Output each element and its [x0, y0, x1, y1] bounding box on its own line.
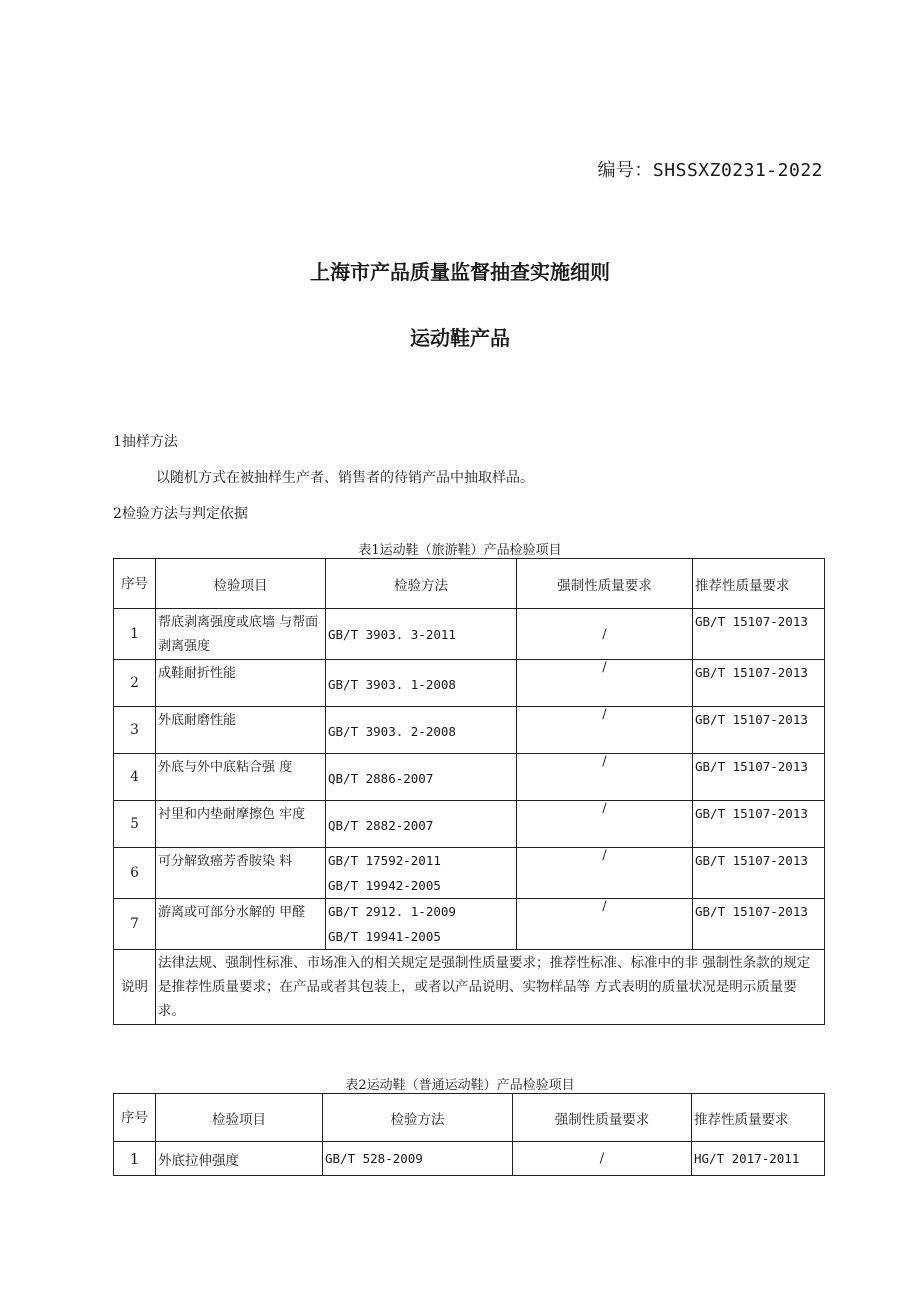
row-mandatory: / [517, 754, 693, 801]
section-1-heading: 1抽样方法 [113, 434, 178, 450]
note-label: 说明 [114, 950, 156, 1025]
row-seq: 6 [114, 848, 156, 899]
row-item: 衬里和内垫耐摩擦色 牢度 [156, 801, 326, 848]
row-method: GB/T 3903. 2-2008 [326, 707, 517, 754]
row-mandatory: / [517, 899, 693, 950]
table-row [114, 801, 825, 848]
row-recommended: GB/T 15107-2013 [693, 707, 825, 754]
row-mandatory: / [517, 609, 693, 660]
row-mandatory: / [517, 848, 693, 899]
document-number: 编号：SHSSXZ0231-2022 [597, 160, 823, 181]
header-seq: 序号 [114, 559, 156, 609]
row-recommended: GB/T 15107-2013 [693, 660, 825, 707]
table-row [114, 609, 825, 660]
row-method [326, 899, 517, 950]
table-1 [113, 558, 825, 1025]
row-seq: 7 [114, 899, 156, 950]
row-method [326, 848, 517, 899]
row-method: GB/T 528-2009 [323, 1142, 513, 1176]
row-recommended: GB/T 15107-2013 [693, 754, 825, 801]
section-2-heading: 2检验方法与判定依据 [113, 506, 248, 522]
note-text: 法律法规、强制性标准、市场准入的相关规定是强制性质量要求；推荐性标准、标准中的非 强制性条款的规定是推荐性质量要求；在产品或者其包装上，或者以产品说明、实物样品等 方式表明的质量状况是明示质量要求。 [156, 950, 825, 1025]
row-seq: 2 [114, 660, 156, 707]
table-row [114, 1142, 825, 1176]
row-recommended: GB/T 15107-2013 [693, 899, 825, 950]
row-recommended: HG/T 2017-2011 [692, 1142, 825, 1176]
row-mandatory: / [517, 801, 693, 848]
row-seq: 3 [114, 707, 156, 754]
row-item: 可分解致癌芳香胺染 料 [156, 848, 326, 899]
table-row [114, 754, 825, 801]
row-method: GB/T 3903. 3-2011 [326, 609, 517, 660]
row-recommended: GB/T 15107-2013 [693, 801, 825, 848]
document-title: 上海市产品质量监督抽查实施细则 [310, 260, 610, 284]
row-method: GB/T 3903. 1-2008 [326, 660, 517, 707]
header-mandatory: 强制性质量要求 [513, 1094, 692, 1142]
row-item: 帮底剥离强度或底墙 与帮面剥离强度 [156, 609, 326, 660]
row-method-line-2: GB/T 19941-2005 [328, 929, 441, 944]
row-seq: 1 [114, 1142, 156, 1176]
table-row [114, 707, 825, 754]
table-2 [113, 1093, 825, 1176]
row-item: 游离或可部分水解的 甲醛 [156, 899, 326, 950]
header-method: 检验方法 [326, 559, 517, 609]
row-method-line-1: GB/T 17592-2011 [328, 853, 441, 868]
header-item: 检验项目 [156, 1094, 323, 1142]
header-seq: 序号 [114, 1094, 156, 1142]
row-recommended: GB/T 15107-2013 [693, 609, 825, 660]
row-recommended: GB/T 15107-2013 [693, 848, 825, 899]
row-item: 外底拉伸强度 [156, 1142, 323, 1176]
row-method: QB/T 2882-2007 [326, 801, 517, 848]
table-row [114, 848, 825, 899]
header-method: 检验方法 [323, 1094, 513, 1142]
row-seq: 4 [114, 754, 156, 801]
table-row [114, 660, 825, 707]
row-mandatory: / [517, 660, 693, 707]
table-2-caption: 表2运动鞋（普通运动鞋）产品检验项目 [345, 1078, 575, 1093]
section-1-body: 以随机方式在被抽样生产者、销售者的待销产品中抽取样品。 [156, 470, 534, 486]
row-seq: 5 [114, 801, 156, 848]
row-method-line-1: GB/T 2912. 1-2009 [328, 904, 456, 919]
row-item: 外底耐磨性能 [156, 707, 326, 754]
header-item: 检验项目 [156, 559, 326, 609]
header-recommended: 推荐性质量要求 [692, 1094, 825, 1142]
header-mandatory: 强制性质量要求 [517, 559, 693, 609]
row-item: 成鞋耐折性能 [156, 660, 326, 707]
table-1-caption: 表1运动鞋（旅游鞋）产品检验项目 [358, 543, 562, 558]
table-header-row [114, 1094, 825, 1142]
row-mandatory: / [517, 707, 693, 754]
table-note-row [114, 950, 825, 1025]
row-mandatory: / [513, 1142, 692, 1176]
row-method-line-2: GB/T 19942-2005 [328, 878, 441, 893]
row-item: 外底与外中底粘合强 度 [156, 754, 326, 801]
row-seq: 1 [114, 609, 156, 660]
table-header-row [114, 559, 825, 609]
header-recommended: 推荐性质量要求 [693, 559, 825, 609]
table-row [114, 899, 825, 950]
document-subtitle: 运动鞋产品 [410, 326, 510, 350]
row-method: QB/T 2886-2007 [326, 754, 517, 801]
